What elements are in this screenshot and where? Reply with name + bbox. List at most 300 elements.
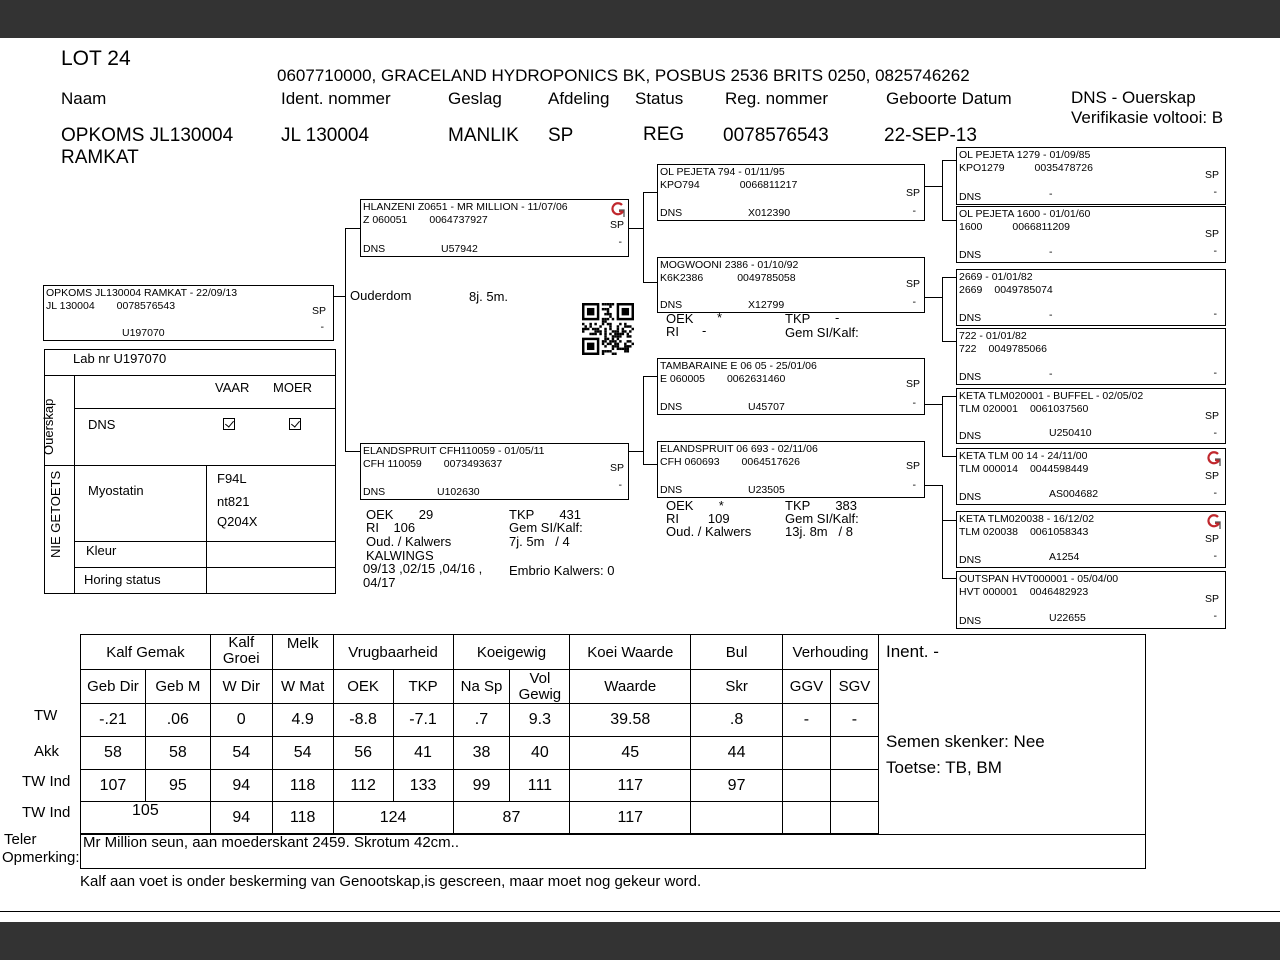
dd-id-line <box>660 456 800 468</box>
connector <box>345 228 346 451</box>
ancestor-box <box>956 328 1226 385</box>
ancestor-sp: SP <box>1204 169 1219 181</box>
ds-id: E 060005 <box>660 373 705 385</box>
twind-cell <box>782 770 830 802</box>
ancestor-dns: DNS <box>959 371 982 383</box>
akk-cell: 44 <box>691 737 783 770</box>
connector <box>643 376 657 377</box>
dam-embrio: Embrio Kalwers: 0 <box>509 563 615 578</box>
dam-code: U102630 <box>437 486 480 498</box>
ancestor-reg: 0061058343 <box>1029 526 1089 538</box>
sd-gem: Gem SI/Kalf: <box>785 325 859 340</box>
label-ident: Ident. nommer <box>281 89 391 108</box>
connector <box>643 192 657 193</box>
ancestor-code: A1254 <box>1049 551 1080 563</box>
sd-title: MOGWOONI 2386 - 01/10/92 <box>660 259 799 271</box>
ouderdom-value: 8j. 5m. <box>469 289 509 304</box>
twind-cell <box>830 770 878 802</box>
ancestor-reg: 0049785066 <box>988 343 1047 355</box>
ancestor-id: TLM 020038 <box>959 526 1018 538</box>
ancestor-dash: - <box>1213 367 1217 379</box>
dam-oek: OEK 29 <box>366 507 434 522</box>
toetse: Toetse: TB, BM <box>886 758 1002 777</box>
verification: Verifikasie voltooi: B <box>1071 108 1224 127</box>
dam-id-line <box>363 458 502 470</box>
kleur-label: Kleur <box>86 543 117 558</box>
vaar-check-icon <box>223 418 235 430</box>
ancestor-id: TLM 000014 <box>959 463 1018 475</box>
dd-dns: DNS <box>660 484 683 496</box>
dam-tkp: TKP 431 <box>509 507 582 522</box>
tw-cell: 39.58 <box>570 704 691 737</box>
ancestor-reg: 0049785074 <box>994 284 1053 296</box>
ancestor-title: KETA TLM 00 14 - 24/11/00 <box>959 450 1088 462</box>
ds-title: TAMBARAINE E 06 05 - 25/01/06 <box>660 360 817 372</box>
semen: Semen skenker: Nee <box>886 732 1045 751</box>
lab-line <box>74 567 336 568</box>
lab-line <box>206 465 207 594</box>
group-koei-waarde: Koei Waarde <box>570 635 691 670</box>
sub-header: W Dir <box>210 670 272 704</box>
connector <box>942 160 956 161</box>
dam-kalwings: KALWINGS <box>366 548 434 563</box>
ss-code: X012390 <box>748 207 791 219</box>
ancestor-id-line <box>959 162 1093 174</box>
connector <box>643 192 644 282</box>
dam-gem-value: 7j. 5m / 4 <box>509 534 570 549</box>
dd-oud: Oud. / Kalwers <box>666 524 752 539</box>
group-melk: Melk <box>272 635 333 670</box>
connector <box>629 228 644 229</box>
divider <box>0 911 1280 912</box>
dd-code: U23505 <box>748 484 785 496</box>
animal-dash: - <box>320 321 324 333</box>
breed-logo-icon <box>1207 514 1221 530</box>
ss-box <box>657 164 925 221</box>
value-geboorte: 22-SEP-13 <box>884 125 977 146</box>
tw-cell: -.21 <box>81 704 146 737</box>
ancestor-id-line <box>959 586 1088 598</box>
dd-gem: Gem SI/Kalf: <box>785 511 859 526</box>
dam-sp: SP <box>609 462 624 474</box>
dam-gem: Gem SI/Kalf: <box>509 520 583 535</box>
inent: Inent. - <box>886 642 939 661</box>
ss-id-line <box>660 179 797 191</box>
ancestor-box <box>956 269 1226 326</box>
dd-sp: SP <box>905 460 920 472</box>
twind2-cell: 118 <box>272 802 333 834</box>
ancestor-dns: DNS <box>959 430 982 442</box>
sd-tkp-value: - <box>835 310 840 325</box>
connector <box>942 485 943 521</box>
dns-label: DNS <box>88 417 116 432</box>
bottom-bar <box>0 922 1280 960</box>
connector <box>942 456 956 457</box>
row-label-twind: TW Ind <box>22 773 71 790</box>
tw-cell: 0 <box>210 704 272 737</box>
ancestor-id: HVT 000001 <box>959 586 1018 598</box>
group-kalf-groei: Kalf Groei <box>210 635 272 670</box>
row-label-twind-2: TW Ind <box>22 804 71 821</box>
tw-cell: .06 <box>145 704 210 737</box>
twind-cell: 94 <box>210 770 272 802</box>
dam-dates-2: 04/17 <box>363 575 396 590</box>
sd-ri-label: RI <box>666 324 679 339</box>
ds-reg: 0062631460 <box>726 373 786 385</box>
ancestor-title: KETA TLM020038 - 16/12/02 <box>959 513 1095 525</box>
dam-box <box>360 443 629 500</box>
ancestor-sp: SP <box>1204 228 1219 240</box>
myostatin-label: Myostatin <box>88 483 144 498</box>
twind2-cell: 105 <box>81 802 211 834</box>
ouerskap-label: Ouerskap <box>41 398 56 455</box>
sub-header: Na Sp <box>453 670 510 704</box>
animal-id-line <box>46 300 175 312</box>
lab-nr: Lab nr U197070 <box>73 351 167 366</box>
twind-cell: 99 <box>453 770 510 802</box>
tw-cell: 4.9 <box>272 704 333 737</box>
ancestor-box <box>956 448 1226 505</box>
ancestor-dns: DNS <box>959 312 982 324</box>
ouderdom-label: Ouderdom <box>350 288 412 303</box>
akk-cell: 54 <box>272 737 333 770</box>
ancestor-code: U250410 <box>1049 427 1092 439</box>
ds-dns: DNS <box>660 401 683 413</box>
dam-oud: Oud. / Kalwers <box>366 534 452 549</box>
sd-oek-label: OEK <box>666 311 694 326</box>
dd-oek: OEK * <box>666 498 724 513</box>
value-reg: 0078576543 <box>723 125 829 146</box>
connector <box>942 520 943 578</box>
tw-cell: -8.8 <box>333 704 393 737</box>
footer-note: Kalf aan voet is onder beskerming van Genootskap,is gescreen, maar moet nog gekeur word. <box>80 873 702 890</box>
ancestor-code: - <box>1049 246 1053 258</box>
sd-dns: DNS <box>660 299 683 311</box>
twind-cell: 112 <box>333 770 393 802</box>
value-status: REG <box>643 124 685 145</box>
connector <box>942 277 943 341</box>
ancestor-sp: SP <box>1204 470 1219 482</box>
label-status: Status <box>635 89 684 108</box>
akk-cell: 40 <box>510 737 570 770</box>
ds-sp: SP <box>905 378 920 390</box>
animal-code: U197070 <box>122 327 165 339</box>
ancestor-id: KPO1279 <box>959 162 1005 174</box>
ancestor-code: - <box>1049 309 1053 321</box>
sub-header: Geb Dir <box>81 670 146 704</box>
tw-cell: - <box>782 704 830 737</box>
twind2-cell <box>782 802 830 834</box>
sub-header: OEK <box>333 670 393 704</box>
twind-cell: 133 <box>393 770 453 802</box>
sub-header: Waarde <box>570 670 691 704</box>
connector <box>942 277 956 278</box>
connector <box>942 220 956 221</box>
value-geslag: MANLIK <box>448 125 519 146</box>
lab-line <box>44 465 336 466</box>
group-verhouding: Verhouding <box>782 635 878 670</box>
dam-reg: 0073493637 <box>443 458 503 470</box>
dd-ri: RI 109 <box>666 511 730 526</box>
ancestor-dash: - <box>1213 245 1217 257</box>
ancestor-dash: - <box>1213 610 1217 622</box>
lab-line <box>74 408 336 409</box>
ancestor-title: KETA TLM020001 - BUFFEL - 02/05/02 <box>959 390 1144 402</box>
group-kalf-gemak: Kalf Gemak <box>81 635 211 670</box>
ancestor-dns: DNS <box>959 554 982 566</box>
label-afdeling: Afdeling <box>548 89 610 108</box>
sire-box <box>360 199 629 257</box>
ancestor-title: 2669 - 01/01/82 <box>959 271 1033 283</box>
ancestor-dns: DNS <box>959 191 982 203</box>
label-reg: Reg. nommer <box>725 89 828 108</box>
connector <box>345 228 360 229</box>
ancestor-id-line <box>959 526 1088 538</box>
akk-cell <box>830 737 878 770</box>
connector <box>942 578 956 579</box>
connector <box>942 520 956 521</box>
ancestor-reg: 0066811209 <box>1012 221 1070 233</box>
akk-cell: 56 <box>333 737 393 770</box>
sd-tkp-label: TKP <box>785 311 811 326</box>
lab-line <box>74 375 75 594</box>
group-bul: Bul <box>691 635 783 670</box>
sub-header: SGV <box>830 670 878 704</box>
breeder-line: 0607710000, GRACELAND HYDROPONICS BK, POSBUS 2536 BRITS 0250, 0825746262 <box>277 66 970 85</box>
ancestor-id: TLM 020001 <box>959 403 1018 415</box>
sire-dash: - <box>618 236 622 248</box>
ancestor-code: U22655 <box>1049 612 1086 624</box>
myo-value-1: F94L <box>217 471 247 486</box>
dd-title: ELANDSPRUIT 06 693 - 02/11/06 <box>660 443 818 455</box>
dam-id: CFH 110059 <box>363 458 422 470</box>
ancestor-reg: 0046482923 <box>1029 586 1089 598</box>
akk-cell <box>782 737 830 770</box>
ss-dns: DNS <box>660 207 683 219</box>
sire-title: HLANZENI Z0651 - MR MILLION - 11/07/06 <box>363 201 568 213</box>
dam-ri: RI 106 <box>366 520 416 535</box>
dam-dns: DNS <box>363 486 386 498</box>
ancestor-title: 722 - 01/01/82 <box>959 330 1027 342</box>
ds-code: U45707 <box>748 401 785 413</box>
value-naam-2: RAMKAT <box>61 147 139 168</box>
dd-tkp: TKP 383 <box>785 498 858 513</box>
dam-dash: - <box>618 479 622 491</box>
moer-label: MOER <box>273 380 312 395</box>
ancestor-reg: 0035478726 <box>1034 162 1093 174</box>
vaar-label: VAAR <box>215 380 250 395</box>
akk-cell: 54 <box>210 737 272 770</box>
twind2-cell: 124 <box>333 802 453 834</box>
dam-title: ELANDSPRUIT CFH110059 - 01/05/11 <box>363 445 545 457</box>
ancestor-sp: SP <box>1204 533 1219 545</box>
dd-id: CFH 060693 <box>660 456 720 468</box>
ancestor-dash: - <box>1213 427 1217 439</box>
tw-cell: - <box>830 704 878 737</box>
sire-dns: DNS <box>363 243 386 255</box>
sub-header: W Mat <box>272 670 333 704</box>
myo-value-2: nt821 <box>217 494 250 509</box>
breed-logo-icon <box>1207 451 1221 467</box>
ancestor-dash: - <box>1213 186 1217 198</box>
ancestor-code: - <box>1049 188 1053 200</box>
connector <box>942 396 956 397</box>
sire-id: Z 060051 <box>363 214 408 226</box>
ds-box <box>657 358 925 415</box>
tw-cell: .8 <box>691 704 783 737</box>
horing-label: Horing status <box>84 572 161 587</box>
dd-gem-value: 13j. 8m / 8 <box>785 524 853 539</box>
value-naam: OPKOMS JL130004 <box>61 125 234 146</box>
ancestor-reg: 0044598449 <box>1029 463 1089 475</box>
connector <box>942 341 956 342</box>
ancestor-id-line <box>959 403 1088 415</box>
ancestor-dns: DNS <box>959 491 982 503</box>
sire-reg: 0064737927 <box>429 214 488 226</box>
nie-getoets-label: NIE GETOETS <box>48 470 63 558</box>
dd-dash: - <box>912 479 916 491</box>
twind2-cell: 87 <box>453 802 570 834</box>
connector <box>629 451 644 452</box>
ancestor-id: 1600 <box>959 221 983 233</box>
ancestor-dash: - <box>1213 308 1217 320</box>
connector <box>643 464 657 465</box>
animal-title: OPKOMS JL130004 RAMKAT - 22/09/13 <box>46 287 238 299</box>
breed-logo-icon <box>611 202 625 218</box>
twind-cell: 111 <box>510 770 570 802</box>
akk-cell: 45 <box>570 737 691 770</box>
twind2-cell: 94 <box>210 802 272 834</box>
ancestor-code: - <box>1049 368 1053 380</box>
ancestor-reg: 0061037560 <box>1029 403 1089 415</box>
ancestor-title: OL PEJETA 1279 - 01/09/85 <box>959 149 1091 161</box>
ancestor-id: 2669 <box>959 284 983 296</box>
connector <box>345 451 360 452</box>
sub-header: TKP <box>393 670 453 704</box>
sub-header: GGV <box>782 670 830 704</box>
connector <box>942 396 943 456</box>
sub-header: Vol Gewig <box>510 670 570 704</box>
sd-reg: 0049785058 <box>737 272 796 284</box>
moer-check-icon <box>289 418 301 430</box>
twind-cell: 97 <box>691 770 783 802</box>
connector <box>925 404 943 405</box>
connector <box>942 160 943 220</box>
akk-cell: 58 <box>81 737 146 770</box>
remark: Mr Million seun, aan moederskant 2459. Skrotum 42cm.. <box>83 834 460 851</box>
ancestor-title: OUTSPAN HVT000001 - 05/04/00 <box>959 573 1119 585</box>
tw-cell: .7 <box>453 704 510 737</box>
sd-code: X12799 <box>748 299 785 311</box>
connector <box>643 282 657 283</box>
ancestor-box <box>956 388 1226 444</box>
twind-cell: 107 <box>81 770 146 802</box>
ss-dash: - <box>912 205 916 217</box>
twind2-cell: 117 <box>570 802 691 834</box>
sd-id-line <box>660 272 796 284</box>
sd-sp: SP <box>905 278 920 290</box>
ancestor-dash: - <box>1213 550 1217 562</box>
ancestor-dns: DNS <box>959 249 982 261</box>
akk-cell: 41 <box>393 737 453 770</box>
myo-value-3: Q204X <box>217 514 258 529</box>
sire-code: U57942 <box>441 243 478 255</box>
label-naam: Naam <box>61 89 107 108</box>
sd-oek-value: * <box>717 310 723 325</box>
twind-cell: 118 <box>272 770 333 802</box>
dd-reg: 0064517626 <box>741 456 800 468</box>
ancestor-sp: SP <box>1204 410 1219 422</box>
ss-reg: 0066811217 <box>739 179 798 191</box>
ss-sp: SP <box>905 187 920 199</box>
ancestor-title: OL PEJETA 1600 - 01/01/60 <box>959 208 1091 220</box>
teler-label: Teler <box>4 831 37 848</box>
lab-line <box>74 541 336 542</box>
lab-line <box>44 375 336 376</box>
ancestor-box <box>956 147 1226 205</box>
sd-ri-value: - <box>702 323 707 338</box>
connector <box>925 186 943 187</box>
sd-id: K6K2386 <box>660 272 704 284</box>
tw-cell: 9.3 <box>510 704 570 737</box>
ds-id-line <box>660 373 785 385</box>
ancestor-id-line <box>959 463 1088 475</box>
index-table <box>80 634 879 834</box>
ss-title: OL PEJETA 794 - 01/11/95 <box>660 166 785 178</box>
top-bar <box>0 0 1280 38</box>
connector <box>925 485 943 486</box>
label-geboorte: Geboorte Datum <box>886 89 1012 108</box>
twind-cell: 95 <box>145 770 210 802</box>
value-ident: JL 130004 <box>281 125 370 146</box>
qr-code-icon <box>582 303 634 355</box>
value-afdeling: SP <box>548 125 574 146</box>
row-label-tw: TW <box>34 707 58 724</box>
ancestor-sp: SP <box>1204 593 1219 605</box>
opmerking-label: Opmerking: <box>2 849 80 866</box>
group-koeigewig: Koeigewig <box>453 635 570 670</box>
twind2-cell <box>691 802 783 834</box>
ancestor-box <box>956 206 1226 263</box>
sd-box <box>657 257 925 313</box>
ancestor-id-line <box>959 221 1070 233</box>
sub-header: Skr <box>691 670 783 704</box>
connector <box>925 297 943 298</box>
animal-box <box>43 285 334 341</box>
animal-sp: SP <box>311 305 326 317</box>
row-label-akk: Akk <box>34 743 60 760</box>
animal-reg: 0078576543 <box>116 300 176 312</box>
ancestor-dns: DNS <box>959 615 982 627</box>
twind-cell: 117 <box>570 770 691 802</box>
connector <box>334 296 346 297</box>
label-geslag: Geslag <box>448 89 502 108</box>
animal-id: JL 130004 <box>46 300 95 312</box>
dd-box <box>657 441 925 498</box>
ancestor-id-line <box>959 343 1047 355</box>
twind2-cell <box>830 802 878 834</box>
ancestor-id: 722 <box>959 343 977 355</box>
ancestor-box <box>956 571 1226 629</box>
dam-dates-1: 09/13 ,02/15 ,04/16 , <box>363 561 483 576</box>
ancestor-box <box>956 511 1226 568</box>
akk-cell: 58 <box>145 737 210 770</box>
ancestor-code: AS004682 <box>1049 488 1099 500</box>
sire-id-line <box>363 214 488 226</box>
ss-id: KPO794 <box>660 179 700 191</box>
lot-title: LOT 24 <box>61 47 131 70</box>
ancestor-id-line <box>959 284 1053 296</box>
